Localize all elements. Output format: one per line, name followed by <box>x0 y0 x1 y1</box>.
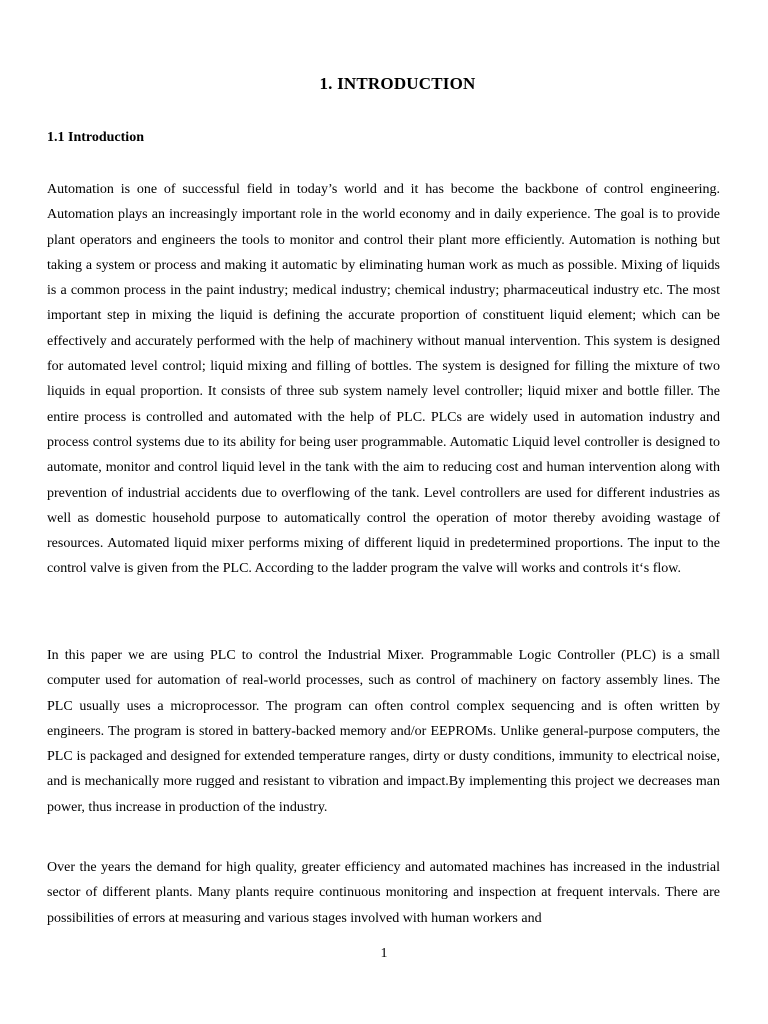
page-number: 1 <box>380 946 388 961</box>
body-paragraph-automation: Automation is one of successful field in today’s world and it has become the backbone of control engineering. Automation plays an increasingly important role in the world economy and in daily experience. The goal is to provide plant operators and engineers the tools to monitor and control their plant more efficiently. Automation is nothing but taking a system or process and making it automatic by eliminating human work as much as possible. Mixing of liquids is a common process in the paint industry; medical industry; chemical industry; pharmaceutical industry etc. The most important step in mixing the liquid is defining the accurate proportion of constituent liquid element; which can be effectively and accurately performed with the help of machinery without manual intervention. This system is designed for automated level control; liquid mixing and filling of bottles. The system is designed for filling the mixture of two liquids in equal proportion. It consists of three sub system namely level controller; liquid mixer and bottle filler. The entire process is controlled and automated with the help of PLC. PLCs are widely used in automation industry and process control systems due to its ability for being user programmable. Automatic Liquid level controller is designed to automate, monitor and control liquid level in the tank with the aim to reducing cost and human intervention along with prevention of industrial accidents due to overflowing of the tank. Level controllers are used for different industries as well as domestic household purpose to automatically control the operation of motor thereby avoiding wastage of resources. Automated liquid mixer performs mixing of different liquid in predetermined proportions. The input to the control valve is given from the PLC. According to the ladder program the valve will works and controls it‘s flow. <box>47 182 720 577</box>
body-paragraph-demand: Over the years the demand for high quality, greater efficiency and automated machines has increased in the industrial sector of different plants. Many plants require continuous monitoring and inspection at frequent intervals. There are possibilities of errors at measuring and various stages involved with human workers and <box>47 860 720 926</box>
body-paragraph-plc: In this paper we are using PLC to control the Industrial Mixer. Programmable Logic Controller (PLC) is a small computer used for automation of real-world processes, such as control of machinery on factory assembly lines. The PLC usually uses a microprocessor. The program can often control complex sequencing and is often written by engineers. The program is stored in battery-backed memory and/or EEPROMs. Unlike general-purpose computers, the PLC is packaged and designed for extended temperature ranges, dirty or dusty conditions, immunity to electrical noise, and is mechanically more rugged and resistant to vibration and impact.By implementing this project we decreases man power, thus increase in production of the industry. <box>47 648 720 815</box>
chapter-title: 1. INTRODUCTION <box>319 74 476 93</box>
section-heading: 1.1 Introduction <box>47 130 144 145</box>
